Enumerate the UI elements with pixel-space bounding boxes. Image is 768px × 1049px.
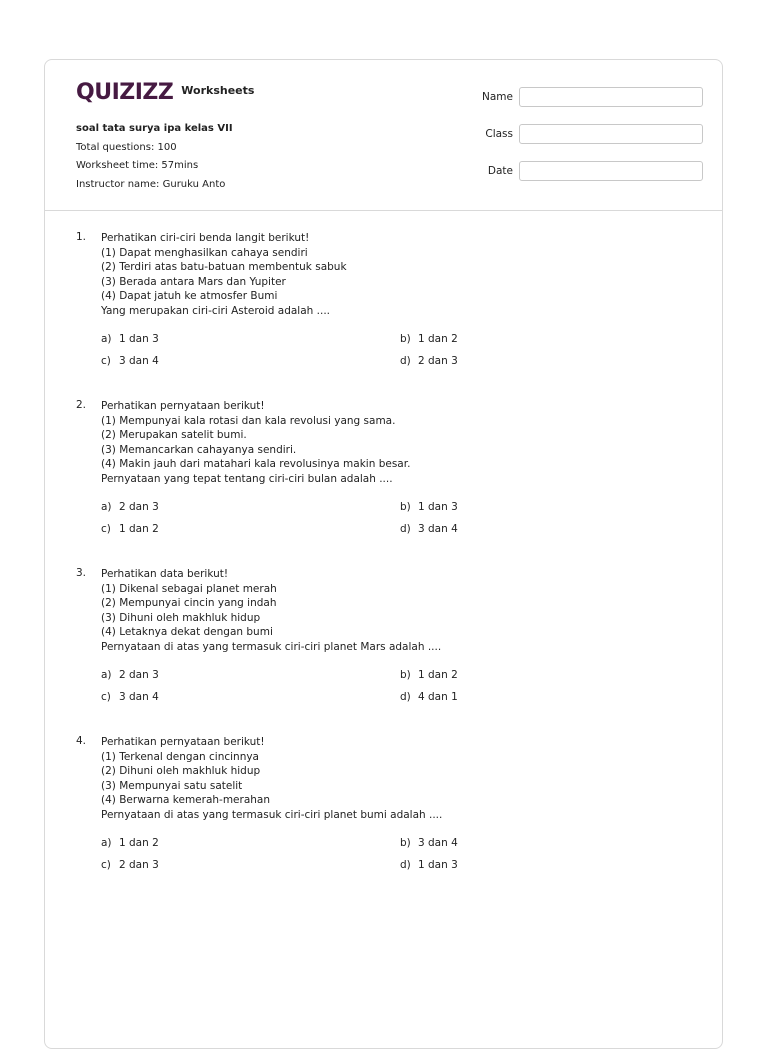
question-line: Pernyataan di atas yang termasuk ciri-ciri planet Mars adalah ....: [101, 640, 442, 653]
option-key: c): [101, 355, 111, 367]
question-number: 2.: [76, 399, 87, 411]
question-line: (4) Dapat jatuh ke atmosfer Bumi: [101, 290, 278, 303]
option-key: d): [400, 355, 411, 367]
option-text: 3 dan 4: [418, 837, 458, 849]
question-text: [101, 399, 410, 487]
question-line: (3) Memancarkan cahayanya sendiri.: [101, 443, 297, 456]
question-line: (1) Terkenal dengan cincinnya: [101, 750, 259, 763]
option-d[interactable]: [400, 859, 458, 871]
date-field-row: [479, 161, 703, 181]
question-line: (2) Merupakan satelit bumi.: [101, 429, 247, 442]
question-text: [101, 735, 442, 823]
option-text: 3 dan 4: [119, 691, 159, 703]
question-line: (2) Terdiri atas batu-batuan membentuk sabuk: [101, 261, 347, 274]
question-line: Perhatikan ciri-ciri benda langit berikut!: [101, 232, 310, 244]
option-c[interactable]: [101, 691, 159, 703]
option-text: 2 dan 3: [119, 859, 159, 871]
question-line: (2) Mempunyai cincin yang indah: [101, 597, 277, 610]
option-a[interactable]: [101, 501, 159, 513]
option-text: 1 dan 3: [418, 859, 458, 871]
option-text: 1 dan 2: [418, 333, 458, 345]
question-text: [101, 567, 441, 655]
option-key: b): [400, 333, 411, 345]
question-number: 3.: [76, 567, 87, 579]
question-line: (1) Dikenal sebagai planet merah: [101, 582, 277, 595]
option-key: b): [400, 501, 411, 513]
option-key: a): [101, 837, 112, 849]
option-key: c): [101, 523, 111, 535]
worksheet-page: [44, 59, 723, 1049]
date-input[interactable]: [519, 161, 703, 181]
question-line: (1) Mempunyai kala rotasi dan kala revolusi yang sama.: [101, 414, 396, 427]
option-key: a): [101, 669, 112, 681]
option-text: 1 dan 2: [119, 837, 159, 849]
question-line: Perhatikan data berikut!: [101, 568, 229, 580]
option-text: 2 dan 3: [119, 669, 159, 681]
option-key: b): [400, 837, 411, 849]
question-line: (1) Dapat menghasilkan cahaya sendiri: [101, 246, 308, 259]
option-c[interactable]: [101, 355, 159, 367]
option-key: b): [400, 669, 411, 681]
total-questions: Total questions: 100: [76, 141, 177, 153]
question-line: Perhatikan pernyataan berikut!: [101, 736, 265, 748]
class-label: Class: [485, 128, 513, 140]
logo-wordmark: QUIZIZZ: [76, 80, 174, 105]
question-line: (3) Dihuni oleh makhluk hidup: [101, 611, 261, 624]
option-text: 1 dan 2: [418, 669, 458, 681]
option-text: 1 dan 3: [418, 501, 458, 513]
option-a[interactable]: [101, 669, 159, 681]
name-label: Name: [482, 91, 513, 103]
option-text: 3 dan 4: [418, 523, 458, 535]
question-line: Perhatikan pernyataan berikut!: [101, 400, 265, 412]
option-key: a): [101, 501, 112, 513]
question-line: Pernyataan yang tepat tentang ciri-ciri bulan adalah ....: [101, 472, 393, 485]
instructor-name: Instructor name: Guruku Anto: [76, 178, 226, 190]
date-label: Date: [487, 165, 513, 177]
option-text: 2 dan 3: [119, 501, 159, 513]
option-b[interactable]: [400, 837, 458, 849]
option-d[interactable]: [400, 691, 458, 703]
option-key: d): [400, 691, 411, 703]
question-line: (4) Berwarna kemerah-merahan: [101, 794, 271, 807]
option-c[interactable]: [101, 523, 159, 535]
question-number: 4.: [76, 735, 87, 747]
quizizz-logo: [76, 80, 254, 105]
question-text: [101, 231, 347, 319]
class-field-row: [479, 124, 703, 144]
option-text: 1 dan 3: [119, 333, 159, 345]
question-line: (4) Letaknya dekat dengan bumi: [101, 626, 273, 639]
question-number: 1.: [76, 231, 87, 243]
option-b[interactable]: [400, 333, 458, 345]
worksheet-header: [45, 60, 722, 211]
question-line: (3) Berada antara Mars dan Yupiter: [101, 275, 286, 288]
question-line: (3) Mempunyai satu satelit: [101, 779, 243, 792]
question-line: (2) Dihuni oleh makhluk hidup: [101, 765, 261, 778]
option-text: 2 dan 3: [418, 355, 458, 367]
option-text: 4 dan 1: [418, 691, 458, 703]
question-line: (4) Makin jauh dari matahari kala revolusinya makin besar.: [101, 458, 411, 471]
logo-subtitle: Worksheets: [181, 84, 255, 97]
option-b[interactable]: [400, 669, 458, 681]
worksheet-time: Worksheet time: 57mins: [76, 160, 199, 171]
question-line: Yang merupakan ciri-ciri Asteroid adalah ....: [101, 304, 331, 317]
option-key: a): [101, 333, 112, 345]
option-key: d): [400, 523, 411, 535]
option-d[interactable]: [400, 355, 458, 367]
worksheet-meta: [76, 120, 233, 194]
option-key: d): [400, 859, 411, 871]
name-field-row: [479, 87, 703, 107]
option-key: c): [101, 691, 111, 703]
class-input[interactable]: [519, 124, 703, 144]
question-line: Pernyataan di atas yang termasuk ciri-ciri planet bumi adalah ....: [101, 808, 443, 821]
option-a[interactable]: [101, 837, 159, 849]
option-a[interactable]: [101, 333, 159, 345]
option-d[interactable]: [400, 523, 458, 535]
option-key: c): [101, 859, 111, 871]
option-text: 3 dan 4: [119, 355, 159, 367]
worksheet-title: soal tata surya ipa kelas VII: [76, 123, 233, 134]
option-c[interactable]: [101, 859, 159, 871]
option-b[interactable]: [400, 501, 458, 513]
option-text: 1 dan 2: [119, 523, 159, 535]
name-input[interactable]: [519, 87, 703, 107]
